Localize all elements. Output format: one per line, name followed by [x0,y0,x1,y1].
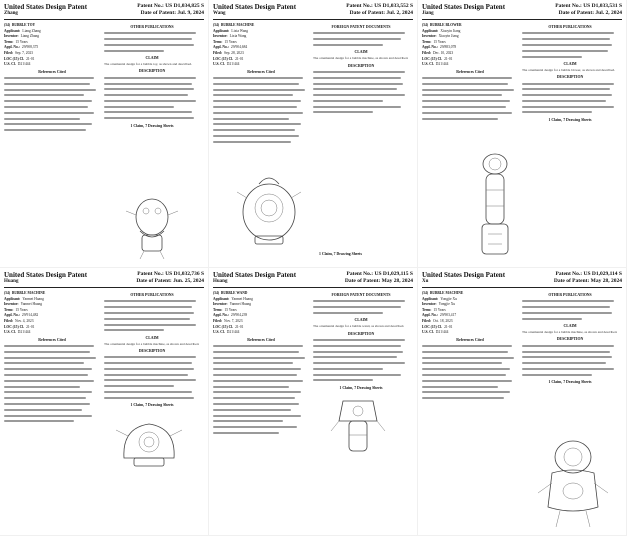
design-name: BUBBLE MACHINE [12,291,46,295]
claim-text: The ornamental design for a bubble toy, as shown and described. [104,62,192,67]
figs-note: 1 Claim, 7 Drawing Sheets [130,123,174,128]
description-heading: DESCRIPTION [556,75,584,80]
description-heading: DESCRIPTION [556,337,584,342]
bubble-wand-drawing [313,391,403,461]
claim-heading: CLAIM [354,50,368,55]
patent-header [213,271,413,288]
description-heading: DESCRIPTION [347,331,375,336]
patent-title: United States Design Patent [422,271,506,279]
claims-column [522,291,618,401]
bubble-toy-drawing [112,185,192,263]
patent-inventor-short: Wang [213,11,226,16]
other-pubs-heading: OTHER PUBLICATIONS [130,293,174,297]
claim-heading: CLAIM [145,335,159,340]
patent-number: Patent No.: US D1,033,531 S [555,3,622,9]
patent-inventor-short: Zhang [4,11,18,16]
refs-heading: References Cited [38,69,66,74]
description-heading: DESCRIPTION [138,348,166,353]
claim-heading: CLAIM [354,318,368,323]
claims-column [313,23,409,144]
bubble-machine-drawing [104,408,194,472]
patent-inventor-short: Huang [213,279,228,284]
patent-sheet-2 [209,0,418,268]
patent-sheet-6 [418,268,627,536]
patent-date: Date of Patent: Jul. 9, 2024 [140,10,204,16]
bib-column: (54) BUBBLE MACHINE Applicant: Yongjie Xu Inventor: Yongjie Xu Term: 15 Years Appl. No.: 29/903,417 Filed: Oct. 18, 2023 LOC (15) Cl. 21-01 U.S. Cl. D21/444 References Cited [422,291,518,401]
patent-sheet-5 [209,268,418,536]
claims-column [104,23,200,133]
other-pubs-heading: FOREIGN PATENT DOCUMENTS [331,25,391,29]
patent-date: Date of Patent: Jun. 25, 2024 [136,278,204,284]
patent-inventor-short: Huang [4,279,19,284]
bib-column: (54) BUBBLE BLOWER Applicant: Xiaoyin Jiang Inventor: Xiaoyin Jiang Term: 15 Years Appl. No.: 29/883,078 Filed: Dec. 10, 2023 LOC (15) Cl. 21-01 U.S. Cl. D21/444 References Cited [422,23,518,122]
figs-note: 1 Claim, 7 Drawing Sheets [548,117,592,122]
claim-heading: CLAIM [563,324,577,329]
bubble-machine-drawing [229,168,309,250]
bib-column: (54) BUBBLE TOY Applicant: Liang Zhang Inventor: Liang Zhang Term: 15 Years Appl. No.: 29/908,375 Filed: Sep. 7, 2023 LOC (15) Cl. 21-01 U.S. Cl. D21/444 References Cited [4,23,100,133]
patent-sheet-3 [418,0,627,268]
bib-column: (54) BUBBLE MACHINE Applicant: Yanmei Huang Inventor: Yanmei Huang Term: 15 Years Appl. No.: 29/914,482 Filed: Nov. 4, 2023 LOC (15) Cl. 21-01 U.S. Cl. D21/444 References Cited [4,291,100,472]
bib-column: (54) BUBBLE WAND Applicant: Yanmei Huang Inventor: Yanmei Huang Term: 15 Years Appl. No.: 29/904,239 Filed: Nov. 7, 2023 LOC (15) Cl. 21-01 U.S. Cl. D21/444 References Cited [213,291,309,461]
patent-sheet-1 [0,0,209,268]
bib-column: (54) BUBBLE MACHINE Applicant: Lixia Wang Inventor: Lixia Wang Term: 15 Years Appl. No.: 29/904,684 Filed: Sep. 28, 2023 LOC (15) Cl. 21-01 U.S. Cl. D21/444 References Cited [213,23,309,144]
patent-inventor-short: Jiang [422,11,434,16]
claim-text: The ornamental design for a bubble machine, as shown and described. [313,56,409,61]
patent-header [422,3,622,20]
claims-column [522,23,618,122]
claim-text: The ornamental design for a bubble blower, as shown and described. [522,67,616,72]
patent-date: Date of Patent: May 28, 2024 [344,278,413,284]
patent-inventor-short: Xu [422,279,429,284]
bubble-blower-drawing [470,150,520,262]
design-name: BUBBLE TOY [12,23,36,27]
patent-number: Patent No.: US D1,029,115 S [346,271,413,277]
refs-heading: References Cited [38,337,66,342]
claim-text: The ornamental design for a bubble wand, as shown and described. [313,324,405,329]
description-heading: DESCRIPTION [138,69,166,74]
patent-title: United States Design Patent [213,3,297,11]
design-name: BUBBLE MACHINE [430,291,464,295]
patent-header [422,271,622,288]
patent-number: Patent No.: US D1,033,552 S [346,3,413,9]
patent-sheet-4 [0,268,209,536]
patent-date: Date of Patent: May 28, 2024 [553,278,622,284]
refs-heading: References Cited [456,69,484,74]
figs-note: 1 Claim, 7 Drawing Sheets [339,385,383,390]
refs-heading: References Cited [247,337,275,342]
patent-title: United States Design Patent [4,3,88,11]
patent-title: United States Design Patent [213,271,297,279]
other-pubs-heading: OTHER PUBLICATIONS [130,25,174,29]
patent-number: Patent No.: US D1,034,825 S [137,3,204,9]
patent-header [4,271,204,288]
refs-heading: References Cited [456,337,484,342]
figs-note: 1 Claim, 7 Drawing Sheets [319,252,362,256]
claims-column [313,291,409,461]
patent-date: Date of Patent: Jul. 2, 2024 [349,10,413,16]
design-name: BUBBLE WAND [221,291,248,295]
bubble-machine-robot-drawing [528,433,618,533]
figs-note: 1 Claim, 7 Drawing Sheets [548,380,592,385]
patent-header [213,3,413,20]
description-heading: DESCRIPTION [347,63,375,68]
figs-note: 1 Claim, 7 Drawing Sheets [130,403,174,408]
patent-title: United States Design Patent [422,3,506,11]
patent-title: United States Design Patent [4,271,88,279]
claim-heading: CLAIM [145,56,159,61]
claim-heading: CLAIM [563,61,577,66]
patent-date: Date of Patent: Jul. 2, 2024 [558,10,622,16]
claim-text: The ornamental design for a bubble machine, as shown and described. [104,341,200,346]
other-pubs-heading: OTHER PUBLICATIONS [548,25,592,29]
design-name: BUBBLE MACHINE [221,23,255,27]
patent-number: Patent No.: US D1,029,114 S [555,271,622,277]
refs-heading: References Cited [247,69,275,74]
claim-text: The ornamental design for a bubble machine, as shown and described. [522,330,618,335]
patent-number: Patent No.: US D1,032,736 S [137,271,204,277]
other-pubs-heading: FOREIGN PATENT DOCUMENTS [331,293,391,297]
claims-column [104,291,200,472]
other-pubs-heading: OTHER PUBLICATIONS [548,293,592,297]
patent-header [4,3,204,20]
design-name: BUBBLE BLOWER [430,23,462,27]
